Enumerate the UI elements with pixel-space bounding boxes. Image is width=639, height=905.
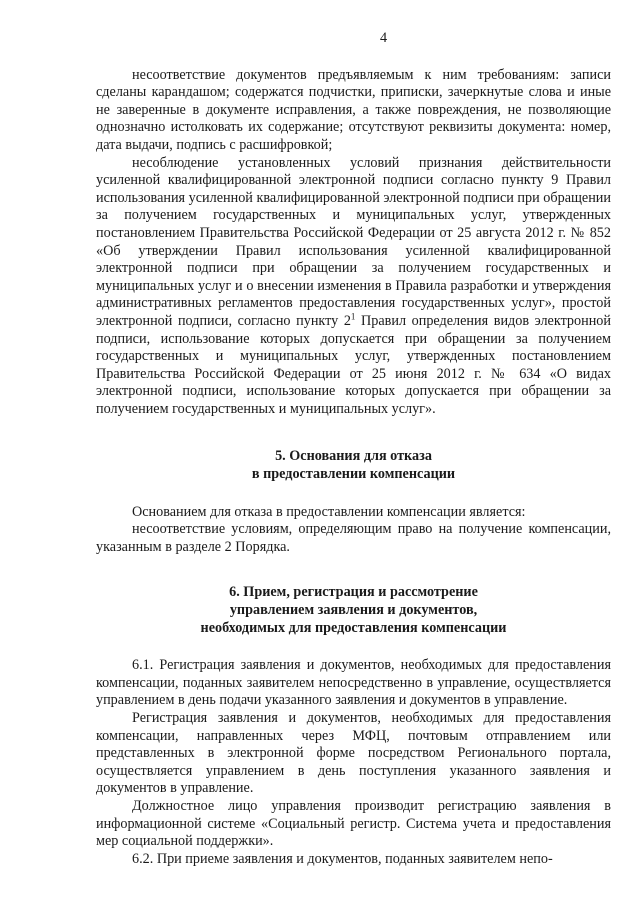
section-6-paragraph-3: Должностное лицо управления производит регистрацию заявления в информационной системе «Социальный регистр. Система учета и предоставления мер социальной поддержки».	[96, 797, 611, 850]
paragraph-signature	[96, 155, 611, 419]
section-6-title-line-3: необходимых для предоставления компенсации	[200, 619, 507, 636]
section-6-title-line-1: 6. Прием, регистрация и рассмотрение	[229, 584, 478, 601]
paragraph-nonconformity: несоответствие документов предъявляемым к ним требованиям: записи сделаны карандашом; содержатся подчистки, приписки, зачеркнутые слова и иные не заверенные в документе исправления, а также повреждения, не позволяющие однозначно истолковать их содержание; отсутствуют реквизиты документа: номер, дата выдачи, подпись с расшифровкой;	[96, 66, 611, 153]
section-6-paragraph-1: 6.1. Регистрация заявления и документов, необходимых для предоставления компенсации, поданных заявителем непосредственно в управление, осуществляется управлением в день подачи указанного заявления и документов в управление.	[96, 657, 611, 709]
section-5-title-line-1: 5. Основания для отказа	[275, 448, 432, 465]
section-5-title-line-2: в предоставлении компенсации	[251, 466, 456, 483]
section-5-paragraph-2: несоответствие условиям, определяющим право на получение компенсации, указанным в разделе 2 Порядка.	[96, 521, 611, 555]
paragraph-signature-tail: Правил определения видов электронной подписи, использование которых допускается при обращении за получением государственных и муниципальных услуг, утвержденных постановлением Правительства Российской Федерации от 25 июня 2012 г. № 634 «О видах электронной подписи, использование которых допускается при обращении за получением государственных и муниципальных услуг».	[96, 312, 611, 417]
paragraph-signature-text: несоблюдение установленных условий признания действительности усиленной квалифицированной электронной подписи согласно пункту 9 Правил использования усиленной квалифицированной электронной подписи при обращении за получением государственных и муниципальных услуг, утвержденных постановлением Правительства Российской Федерации от 25 августа 2012 г. № 852 «Об утверждении Правил использования усиленной квалифицированной электронной подписи при обращении за получением государственных и муниципальных услуг и о внесении изменения в Правила разработки и утверждения административных регламентов предоставления государственных услуг», простой электронной подписи, согласно пункту 2	[96, 154, 611, 329]
section-6-title-line-2: управлением заявления и документов,	[229, 602, 478, 619]
footnote-mark: 1	[350, 311, 356, 322]
section-6-paragraph-2: Регистрация заявления и документов, необходимых для предоставления компенсации, направленных через МФЦ, почтовым отправлением или представленных в электронной форме посредством Регионального портала, осуществляется управлением в день поступления указанного заявления и документов в управление.	[96, 710, 611, 797]
section-5-paragraph-1: Основанием для отказа в предоставлении компенсации является:	[132, 503, 526, 520]
section-6-paragraph-4: 6.2. При приеме заявления и документов, поданных заявителем непо-	[132, 850, 553, 867]
page-number: 4	[379, 30, 388, 46]
